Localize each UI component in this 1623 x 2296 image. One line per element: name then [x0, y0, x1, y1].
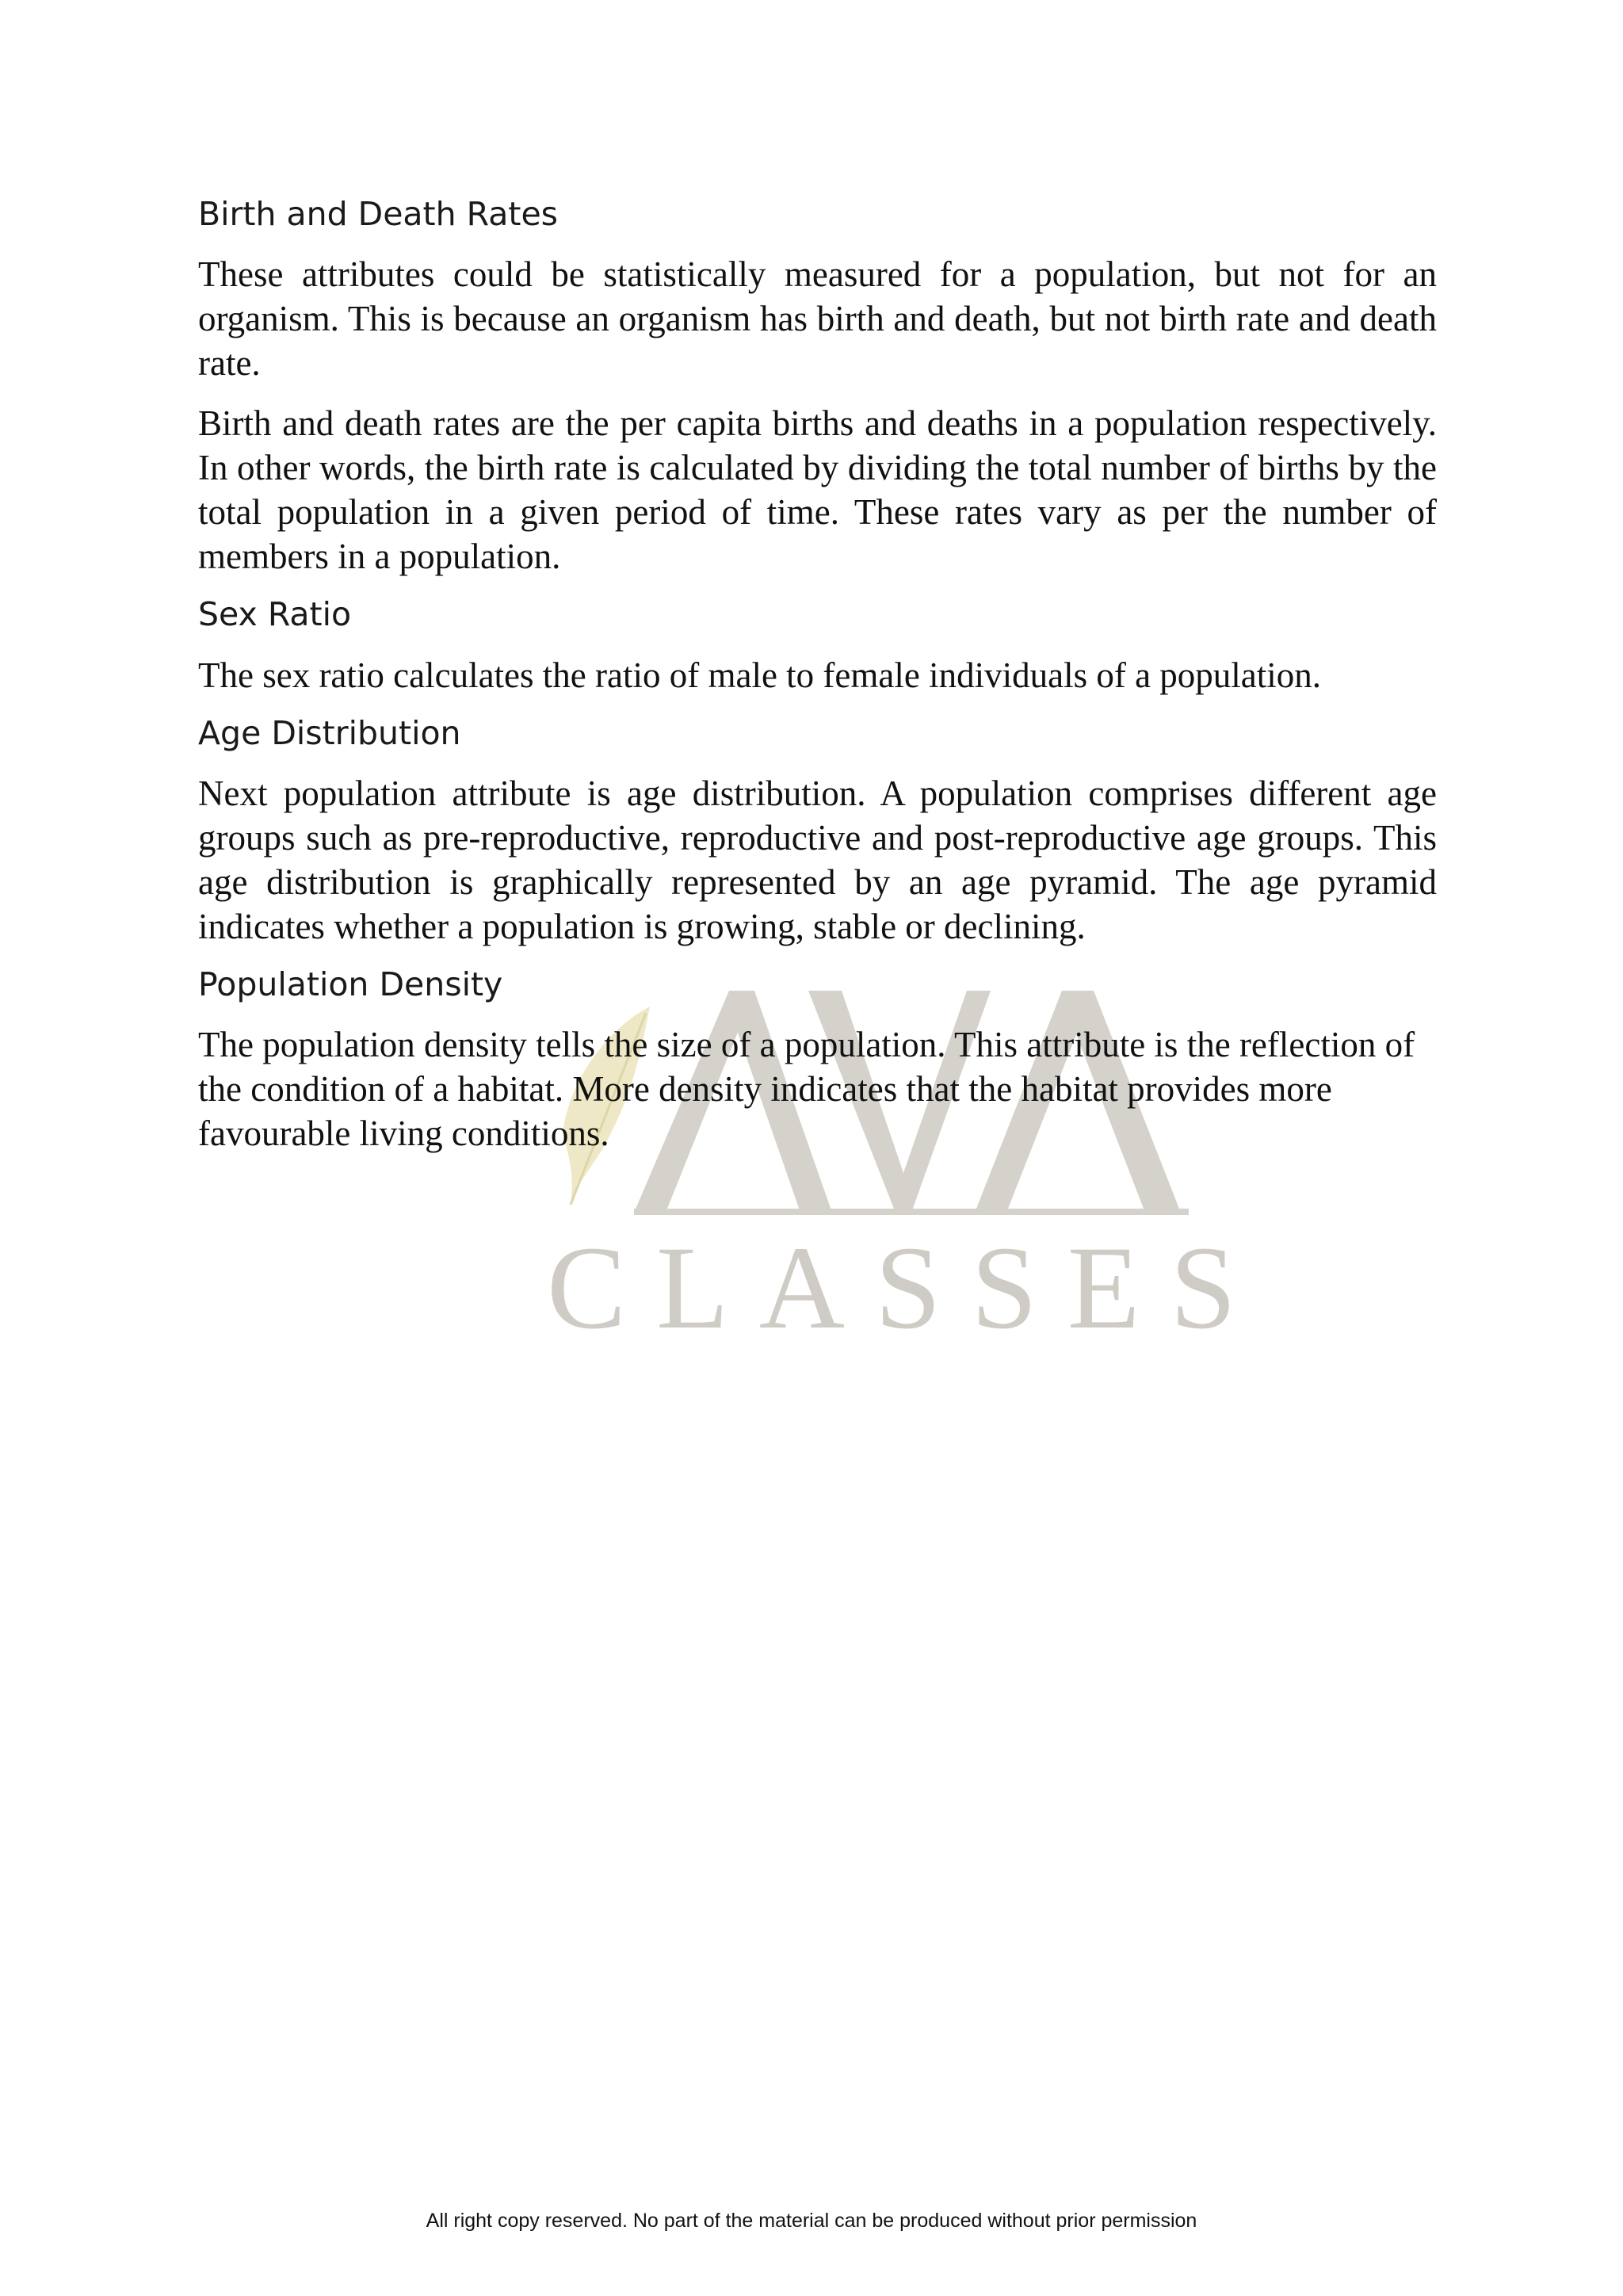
wm-baseline — [634, 1209, 1189, 1215]
paragraph-sex-ratio: The sex ratio calculates the ratio of male to female individuals of a population. — [198, 655, 1322, 695]
heading-age-distribution: Age Distribution — [198, 713, 461, 752]
document-content — [198, 194, 1437, 1171]
heading-birth-death-rates: Birth and Death Rates — [198, 195, 559, 233]
paragraph-birth-death-1: These attributes could be statistically measured for a population, but not for an organism. This is because an organism has birth and death, but not birth rate and death rate. — [198, 254, 1437, 384]
copyright-footer: All right copy reserved. No part of the material can be produced without prior permission — [426, 2210, 1197, 2232]
paragraph-population-density: The population density tells the size of a population. This attribute is the reflection of the condition of a habitat. More density indicates that the habitat provides more favourable living conditions. — [198, 1025, 1415, 1153]
watermark-text: CLASSES — [547, 1222, 1266, 1354]
paragraph-age-distribution: Next population attribute is age distribution. A population comprises different age groups such as pre-reproductive, reproductive and post-reproductive age groups. This age distribution is graphically represented by an age pyramid. The age pyramid indicates whether a population is growing, stable or declining. — [198, 773, 1437, 946]
heading-population-density: Population Density — [198, 965, 503, 1003]
heading-sex-ratio: Sex Ratio — [198, 595, 352, 634]
paragraph-birth-death-2: Birth and death rates are the per capita births and deaths in a population respectively. In other words, the birth rate is calculated by dividing the total number of births by the total population in a given period of time. These rates vary as per the number of members in a population. — [198, 403, 1437, 577]
